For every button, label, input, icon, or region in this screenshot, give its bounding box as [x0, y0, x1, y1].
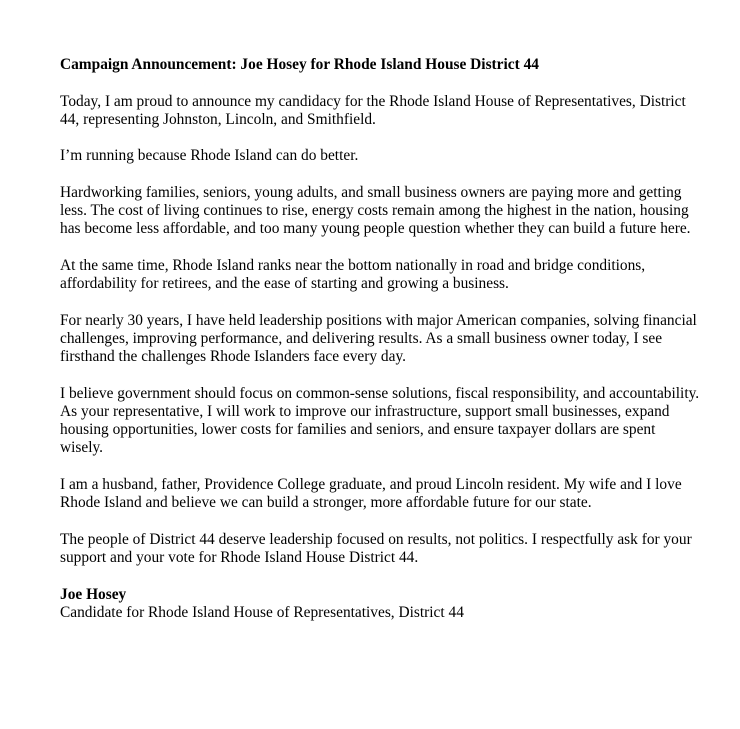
document-body	[60, 56, 700, 622]
signature-role: Candidate for Rhode Island House of Representatives, District 44	[60, 603, 464, 621]
paragraph-cost-of-living: Hardworking families, seniors, young adults, and small business owners are paying more and getting less. The cost of living continues to rise, energy costs remain among the highest in the nation, housing has become less affordable, and too many young people question whether they can build a future here.	[60, 183, 691, 238]
paragraph-reason: I’m running because Rhode Island can do better.	[60, 147, 359, 165]
paragraph-closing: The people of District 44 deserve leadership focused on results, not politics. I respectfully ask for your support and your vote for Rhode Island House District 44.	[60, 530, 692, 566]
paragraph-experience: For nearly 30 years, I have held leadership positions with major American companies, solving financial challenges, improving performance, and delivering results. As a small business owner today, I see firsthand the challenges Rhode Islanders face every day.	[60, 311, 697, 366]
paragraph-rankings: At the same time, Rhode Island ranks near the bottom nationally in road and bridge conditions, affordability for retirees, and the ease of starting and growing a business.	[60, 256, 646, 293]
paragraph-personal: I am a husband, father, Providence College graduate, and proud Lincoln resident. My wife and I love Rhode Island and believe we can build a stronger, more affordable future for our state.	[60, 475, 682, 512]
signature-block	[60, 586, 700, 622]
paragraph-announcement: Today, I am proud to announce my candidacy for the Rhode Island House of Representatives, District 44, representing Johnston, Lincoln, and Smithfield.	[60, 92, 686, 128]
paragraph-priorities: I believe government should focus on common-sense solutions, fiscal responsibility, and accountability. As your representative, I will work to improve our infrastructure, support small businesses, expand housing opportunities, lower costs for families and seniors, and ensure taxpayer dollars are spent wisely.	[60, 384, 700, 457]
document-title: Campaign Announcement: Joe Hosey for Rhode Island House District 44	[60, 56, 539, 73]
signature-name: Joe Hosey	[60, 585, 127, 603]
